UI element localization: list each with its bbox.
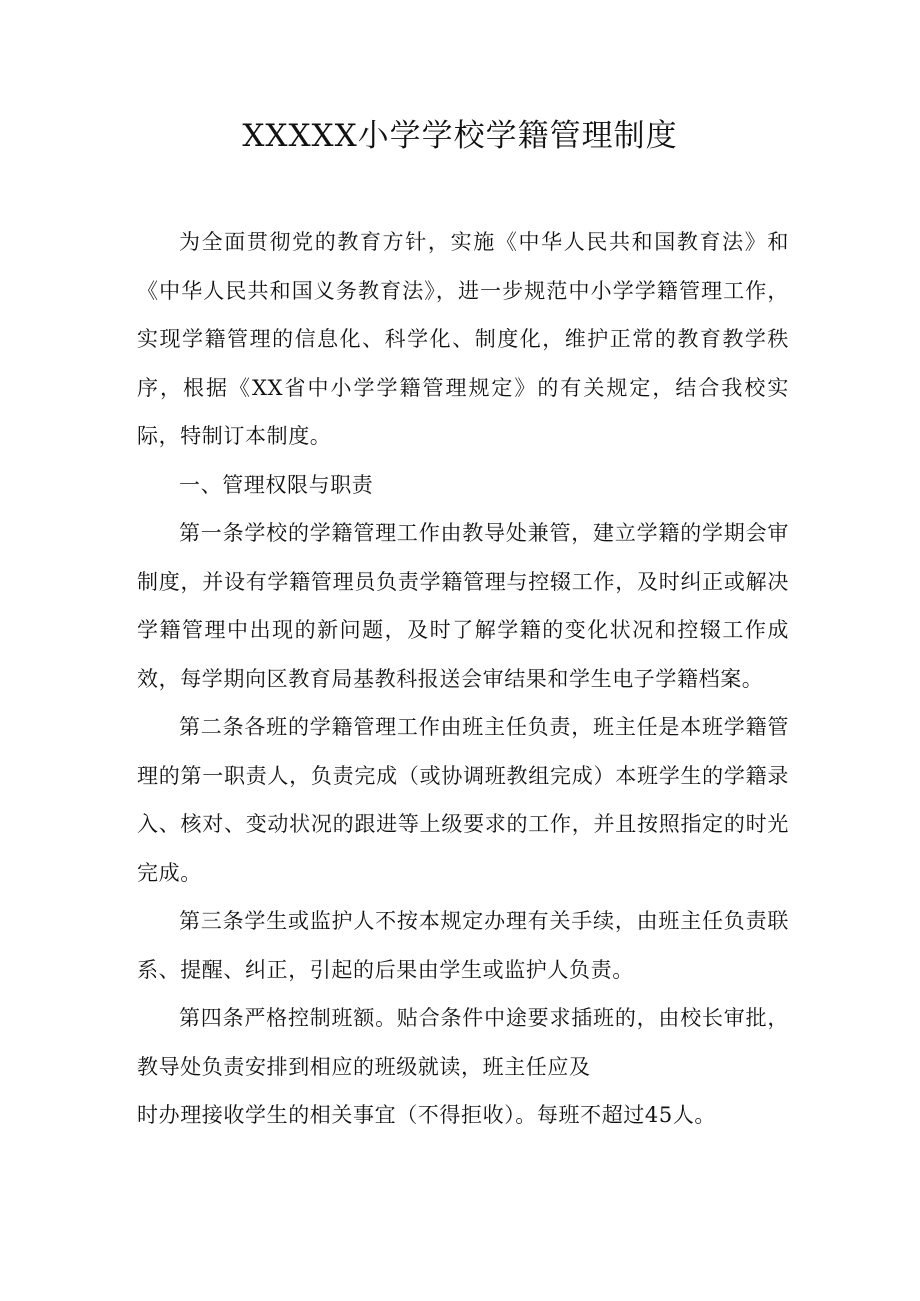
document-body [137, 218, 789, 1140]
article-4-line-2: 时办理接收学生的相关事宜（不得拒收）。每班不超过45人。 [137, 1103, 717, 1127]
article-1-paragraph: 第一条学校的学籍管理工作由教导处兼管，建立学籍的学期会审制度，并设有学籍管理员负责学籍管理与控辍工作，及时纠正或解决学籍管理中出现的新问题，及时了解学籍的变化状况和控辍工作成效，每学期向区教育局基教科报送会审结果和学生电子学籍档案。 [137, 521, 789, 691]
article-2-paragraph: 第二条各班的学籍管理工作由班主任负责，班主任是本班学籍管理的第一职责人，负责完成（或协调班教组完成）本班学生的学籍录入、核对、变动状况的跟进等上级要求的工作，并且按照指定的时光完成。 [137, 715, 789, 885]
section-heading-management: 一、管理权限与职责 [179, 472, 374, 497]
article-4-paragraph [137, 994, 789, 1140]
intro-paragraph: 为全面贯彻党的教育方针，实施《中华人民共和国教育法》和《中华人民共和国义务教育法》，进一步规范中小学学籍管理工作，实现学籍管理的信息化、科学化、制度化，维护正常的教育教学秩序，根据《XX省中小学学籍管理规定》的有关规定，结合我校实际，特制订本制度。 [137, 230, 789, 448]
article-3-paragraph: 第三条学生或监护人不按本规定办理有关手续，由班主任负责联系、提醒、纠正，引起的后果由学生或监护人负责。 [137, 909, 789, 982]
article-4-line-1: 第四条严格控制班额。贴合条件中途要求插班的，由校长审批，教导处负责安排到相应的班级就读，班主任应及 [137, 1006, 789, 1079]
document-title: XXXXX小学学校学籍管理制度 [242, 118, 678, 154]
